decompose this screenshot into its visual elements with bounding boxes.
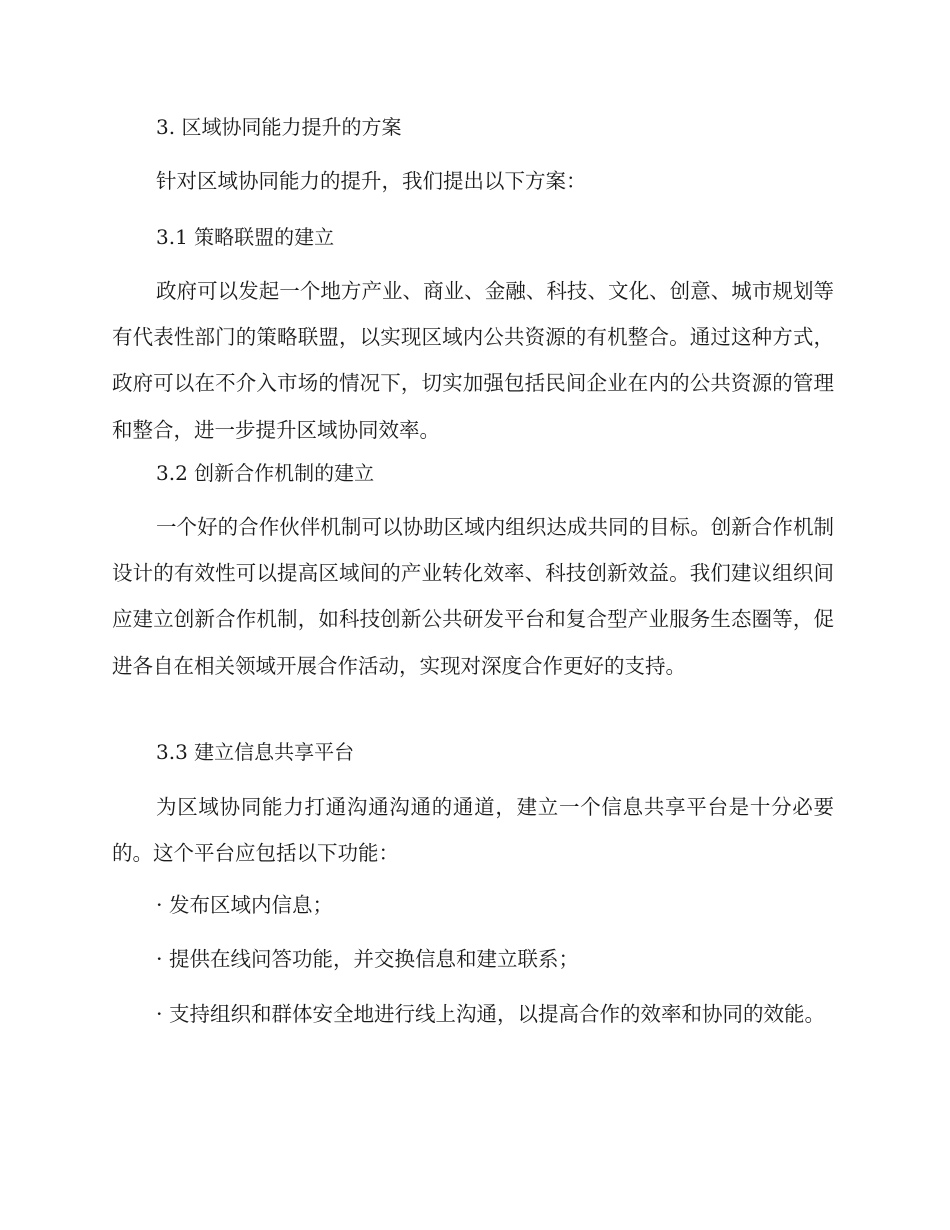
subsection-heading-3-2: 3.2 创新合作机制的建立 — [156, 461, 375, 485]
section-intro-paragraph: 针对区域协同能力的提升，我们提出以下方案： — [156, 169, 587, 193]
paragraph-3-2: 一个好的合作伙伴机制可以协助区域内组织达成共同的目标。创新合作机制设计的有效性可以提高区域间的产业转化效率、科技创新效益。我们建议组织间应建立创新合作机制，如科技创新公共研发平台和复合型产业服务生态圈等，促进各自在相关领域开展合作活动，实现对深度合作更好的支持。 — [112, 515, 834, 678]
list-item: · 支持组织和群体安全地进行线上沟通，以提高合作的效率和协同的效能。 — [156, 1002, 826, 1026]
list-item: · 提供在线问答功能，并交换信息和建立联系； — [156, 947, 580, 971]
paragraph-3-1: 政府可以发起一个地方产业、商业、金融、科技、文化、创意、城市规划等有代表性部门的策略联盟，以实现区域内公共资源的有机整合。通过这种方式，政府可以在不介入市场的情况下，切实加强包括民间企业在内的公共资源的管理和整合，进一步提升区域协同效率。 — [112, 279, 834, 442]
subsection-heading-3-3: 3.3 建立信息共享平台 — [156, 740, 355, 764]
section-heading: 3. 区域协同能力提升的方案 — [156, 115, 402, 139]
list-item: · 发布区域内信息； — [156, 893, 334, 917]
paragraph-3-3: 为区域协同能力打通沟通沟通的通道，建立一个信息共享平台是十分必要的。这个平台应包括以下功能： — [112, 795, 834, 866]
subsection-heading-3-1: 3.1 策略联盟的建立 — [156, 225, 335, 249]
